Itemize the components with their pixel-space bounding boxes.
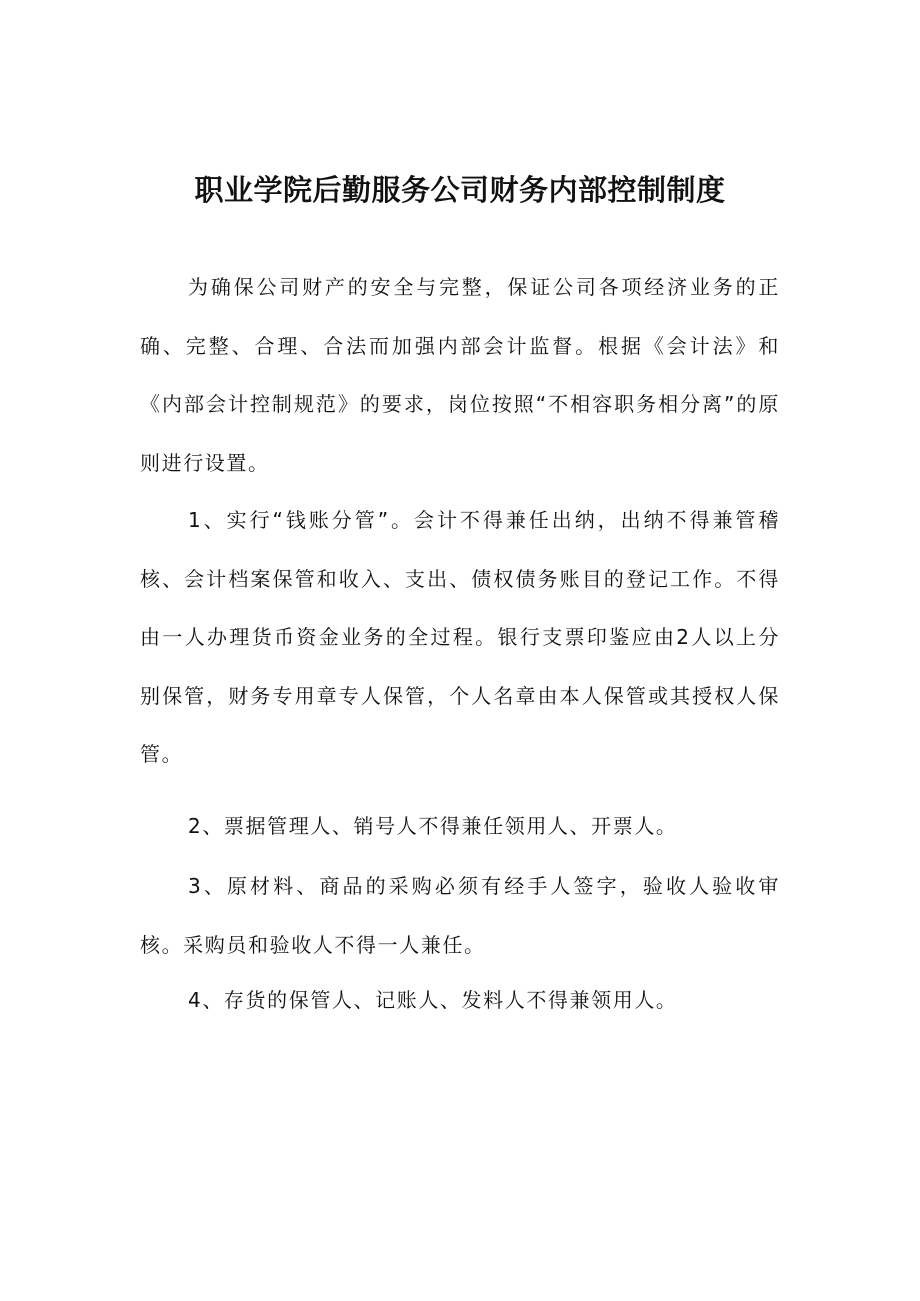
document-title: 职业学院后勤服务公司财务内部控制制度 [194,173,726,207]
rule-item-3: 3、原材料、商品的采购必须有经手人签字，验收人验收审核。采购员和验收人不得一人兼任。 [140,874,780,957]
rule-item-4: 4、存货的保管人、记账人、发料人不得兼领用人。 [188,988,678,1012]
rule-item-2: 2、票据管理人、销号人不得兼任领用人、开票人。 [188,814,678,838]
rule-item-1: 1、实行“钱账分管”。会计不得兼任出纳，出纳不得兼管稽核、会计档案保管和收入、支出、债权债务账目的登记工作。不得由一人办理货币资金业务的全过程。银行支票印鉴应由2人以上分别保管，财务专用章专人保管，个人名章由本人保管或其授权人保管。 [140,508,780,766]
intro-paragraph: 为确保公司财产的安全与完整，保证公司各项经济业务的正确、完整、合理、合法而加强内部会计监督。根据《会计法》和《内部会计控制规范》的要求，岗位按照“不相容职务相分离”的原则进行设置。 [140,275,780,475]
